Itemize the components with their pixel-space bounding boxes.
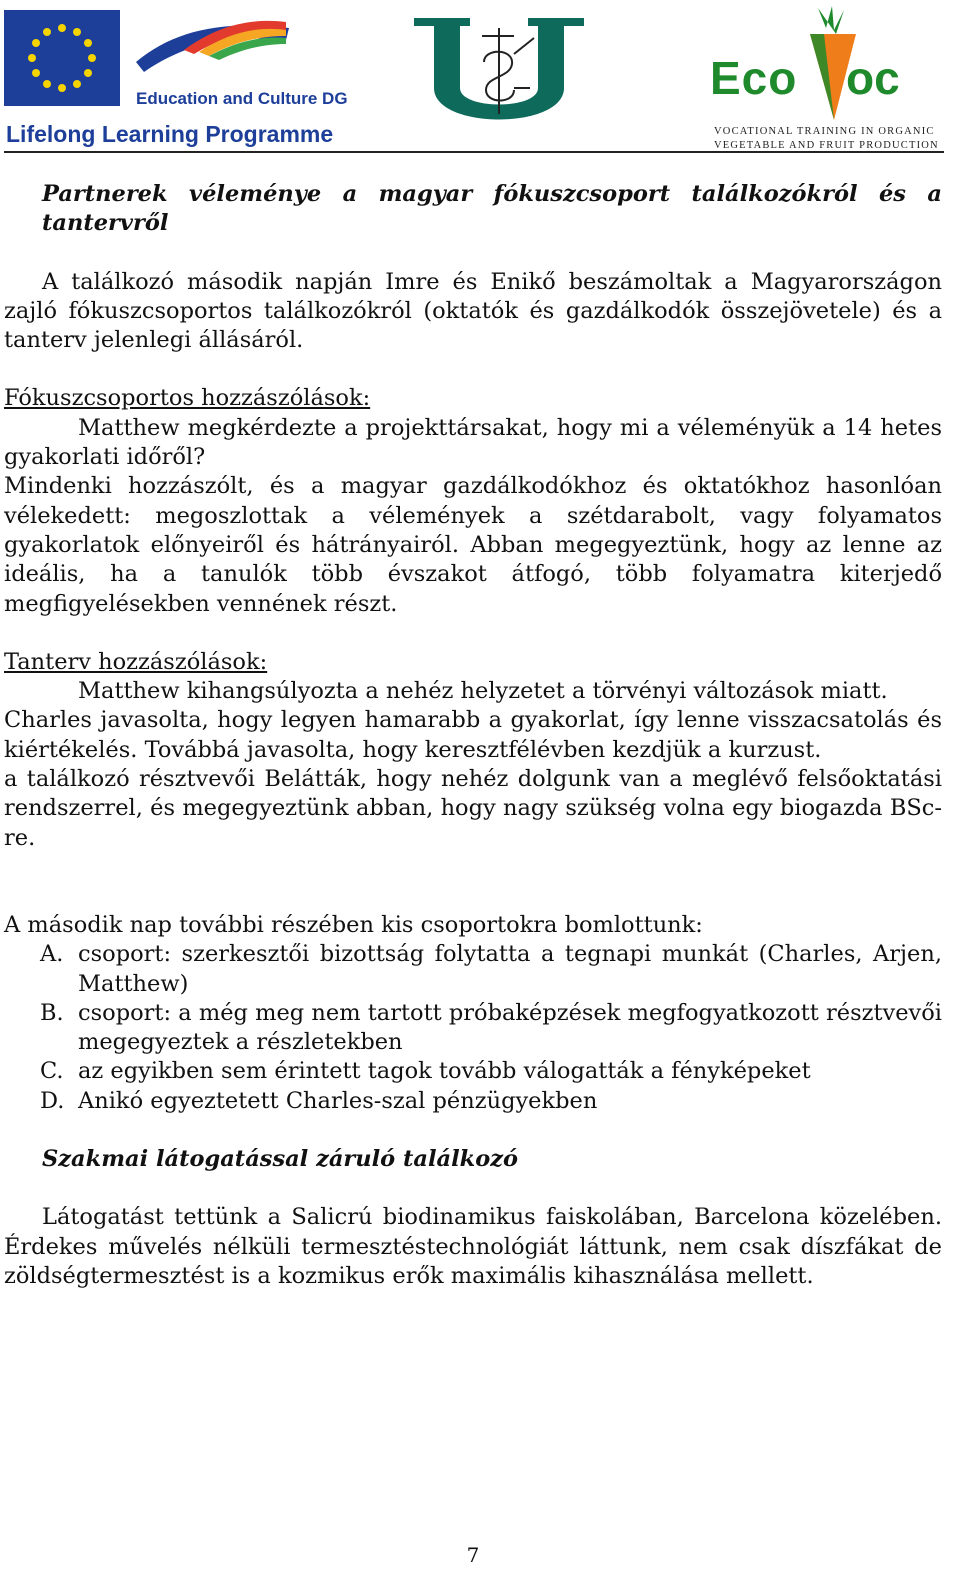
list-item-text: csoport: szerkesztői bizottság folytatta a tegnapi munkát (Charles, Arjen, Matthew): [78, 941, 942, 997]
section-title: Partnerek véleménye a magyar fókuszcsoport találkozókról és a tantervről: [42, 181, 942, 237]
curriculum-paragraph-1: Matthew kihangsúlyozta a nehéz helyzetet a törvényi változások miatt.: [78, 678, 888, 705]
svg-text:oc: oc: [846, 52, 900, 104]
list-item-text: csoport: a még meg nem tartott próbaképzések megfogyatkozott résztvevői megegyeztek a részletekben: [78, 999, 942, 1056]
list-marker: C.: [40, 1058, 64, 1085]
ecovoc-logo: [706, 2, 939, 152]
curriculum-paragraph-3: a találkozó résztvevői Belátták, hogy nehéz dolgunk van a meglévő felsőoktatási rendszerrel, és megegyeztünk abban, hogy nagy szükség volna egy biogazda BSc-re.: [4, 766, 942, 851]
curriculum-label: Tanterv hozzászólások:: [4, 648, 268, 675]
eu-text-education: Education and Culture DG: [136, 89, 348, 108]
focus-paragraph-1: Matthew megkérdezte a projekttársakat, hogy mi a véleményük a 14 hetes gyakorlati időről?: [4, 414, 942, 471]
lifelong-learning-logo: [4, 10, 348, 150]
groups-intro: A második nap további részében kis csoportokra bomlottunk:: [4, 911, 703, 938]
list-marker: A.: [40, 941, 64, 968]
ecovoc-tagline-2: VEGETABLE AND FRUIT PRODUCTION: [714, 140, 939, 151]
header-divider: [4, 151, 944, 153]
list-item-text: Anikó egyeztetett Charles-szal pénzügyekben: [78, 1087, 598, 1114]
list-marker: D.: [40, 1087, 65, 1114]
university-logo: [414, 18, 584, 138]
eu-text-lifelong: Lifelong Learning Programme: [6, 121, 334, 147]
list-item: [4, 940, 942, 999]
visit-paragraph: Látogatást tettünk a Salicrú biodinamikus faiskolában, Barcelona közelében. Érdekes művelés nélküli termesztéstechnológiát láttunk, nem csak díszfákat de zöldségtermesztést is a kozmikus erők maximális kihasználása mellett.: [4, 1204, 942, 1289]
list-item: [4, 999, 942, 1058]
curriculum-paragraph-2: Charles javasolta, hogy legyen hamarabb a gyakorlat, így lenne visszacsatolás és kiértékelés. Továbbá javasolta, hogy keresztfélévben kezdjük a kurzust.: [4, 707, 942, 763]
visit-title: Szakmai látogatással záruló találkozó: [42, 1146, 519, 1173]
groups-list: [4, 940, 942, 1116]
ecovoc-tagline-1: VOCATIONAL TRAINING IN ORGANIC: [714, 126, 935, 137]
list-item: [4, 1087, 942, 1116]
focus-group-label: Fókuszcsoportos hozzászólások:: [4, 385, 371, 412]
focus-paragraph-2: Mindenki hozzászólt, és a magyar gazdálkodókhoz és oktatókhoz hasonlóan vélekedett: megoszlottak a vélemények a szétdarabolt, vagy folyamatos gyakorlatok előnyeiről és hátrányairól. Abban megegyeztünk, hogy az lenne az ideális, ha a tanulók több évszakot átfogó, több folyamatra kiterjedő megfigyelésekben vennének részt.: [4, 473, 942, 617]
intro-paragraph: A találkozó második napján Imre és Enikő beszámoltak a Magyarországon zajló fókuszcsoportos találkozókról (oktatók és gazdálkodók összejövetele) és a tanterv jelenlegi állásáról.: [4, 268, 942, 354]
list-marker: B.: [40, 999, 64, 1026]
page-header: [0, 0, 960, 160]
list-item: [4, 1057, 942, 1086]
page-number: 7: [466, 1543, 480, 1567]
svg-text:Eco: Eco: [710, 52, 798, 104]
document-body: [4, 180, 942, 1291]
list-item-text: az egyikben sem érintett tagok tovább válogatták a fényképeket: [78, 1058, 811, 1085]
